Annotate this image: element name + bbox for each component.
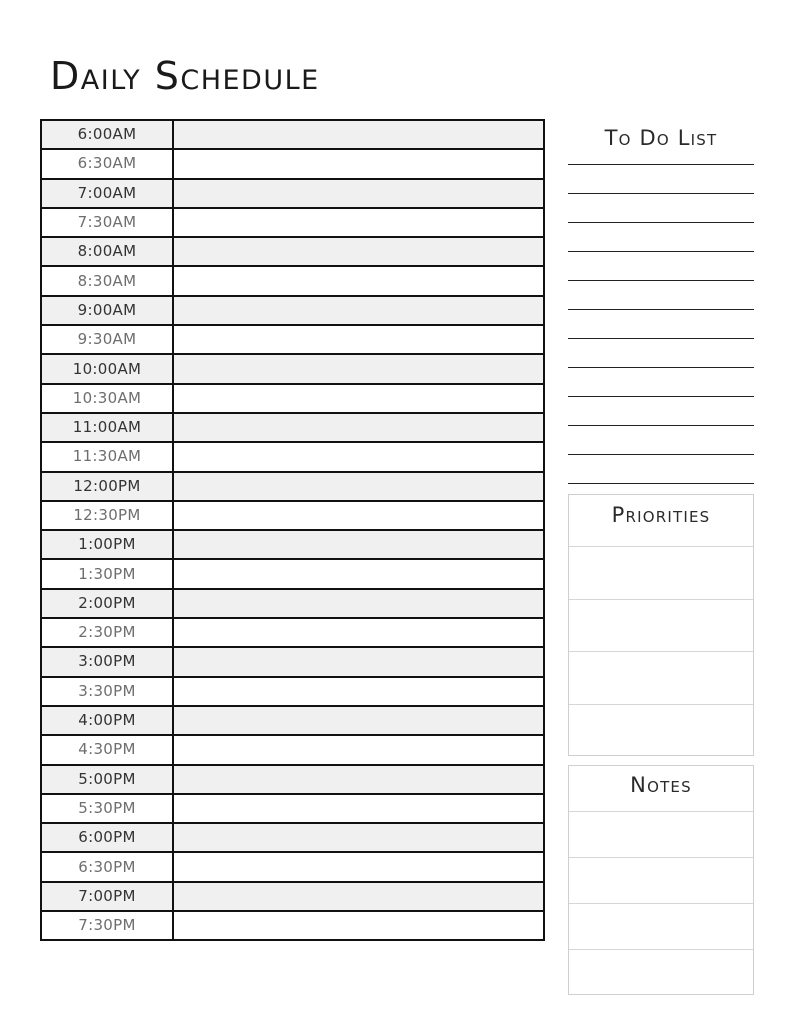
priority-row[interactable] — [569, 705, 753, 758]
schedule-entry-cell[interactable] — [173, 823, 544, 852]
schedule-entry-cell[interactable] — [173, 149, 544, 178]
time-slot-label: 9:30AM — [41, 325, 173, 354]
schedule-row — [41, 149, 544, 178]
schedule-entry-cell[interactable] — [173, 296, 544, 325]
time-slot-label: 7:00AM — [41, 179, 173, 208]
todo-line[interactable] — [568, 223, 754, 252]
schedule-entry-cell[interactable] — [173, 266, 544, 295]
schedule-row — [41, 442, 544, 471]
todo-line[interactable] — [568, 281, 754, 310]
time-slot-label: 7:30PM — [41, 911, 173, 940]
time-slot-label: 1:00PM — [41, 530, 173, 559]
time-slot-label: 6:30PM — [41, 852, 173, 881]
schedule-row — [41, 706, 544, 735]
schedule-row — [41, 530, 544, 559]
schedule-entry-cell[interactable] — [173, 735, 544, 764]
time-slot-label: 2:00PM — [41, 589, 173, 618]
notes-box — [568, 765, 754, 995]
priority-row[interactable] — [569, 547, 753, 600]
schedule-row — [41, 384, 544, 413]
time-slot-label: 2:30PM — [41, 618, 173, 647]
priority-row[interactable] — [569, 600, 753, 653]
schedule-entry-cell[interactable] — [173, 208, 544, 237]
schedule-row — [41, 237, 544, 266]
schedule-row — [41, 208, 544, 237]
todo-line[interactable] — [568, 194, 754, 223]
time-slot-label: 12:30PM — [41, 501, 173, 530]
time-slot-label: 6:00PM — [41, 823, 173, 852]
time-slot-label: 11:30AM — [41, 442, 173, 471]
schedule-entry-cell[interactable] — [173, 120, 544, 149]
notes-heading: Notes — [569, 766, 753, 812]
schedule-entry-cell[interactable] — [173, 501, 544, 530]
schedule-table — [40, 119, 545, 941]
schedule-entry-cell[interactable] — [173, 413, 544, 442]
schedule-row — [41, 589, 544, 618]
schedule-row — [41, 677, 544, 706]
schedule-row — [41, 852, 544, 881]
todo-line[interactable] — [568, 426, 754, 455]
schedule-row — [41, 296, 544, 325]
schedule-entry-cell[interactable] — [173, 472, 544, 501]
schedule-entry-cell[interactable] — [173, 237, 544, 266]
priority-rows — [569, 547, 753, 757]
time-slot-label: 3:30PM — [41, 677, 173, 706]
schedule-entry-cell[interactable] — [173, 325, 544, 354]
schedule-row — [41, 735, 544, 764]
priority-row[interactable] — [569, 652, 753, 705]
note-row[interactable] — [569, 904, 753, 950]
time-slot-label: 6:30AM — [41, 149, 173, 178]
schedule-row — [41, 647, 544, 676]
todo-line[interactable] — [568, 165, 754, 194]
time-slot-label: 10:30AM — [41, 384, 173, 413]
schedule-row — [41, 559, 544, 588]
schedule-row — [41, 882, 544, 911]
schedule-entry-cell[interactable] — [173, 706, 544, 735]
todo-line[interactable] — [568, 368, 754, 397]
schedule-row — [41, 765, 544, 794]
time-slot-label: 4:30PM — [41, 735, 173, 764]
schedule-entry-cell[interactable] — [173, 647, 544, 676]
todo-line[interactable] — [568, 156, 754, 165]
schedule-entry-cell[interactable] — [173, 677, 544, 706]
schedule-row — [41, 266, 544, 295]
note-rows — [569, 812, 753, 996]
schedule-body — [41, 120, 544, 940]
schedule-row — [41, 823, 544, 852]
time-slot-label: 7:30AM — [41, 208, 173, 237]
todo-line[interactable] — [568, 397, 754, 426]
time-slot-label: 10:00AM — [41, 354, 173, 383]
todo-list-heading: To Do List — [604, 126, 718, 150]
schedule-entry-cell[interactable] — [173, 882, 544, 911]
time-slot-label: 6:00AM — [41, 120, 173, 149]
time-slot-label: 12:00PM — [41, 472, 173, 501]
schedule-row — [41, 794, 544, 823]
schedule-entry-cell[interactable] — [173, 589, 544, 618]
todo-list — [568, 120, 754, 484]
schedule-entry-cell[interactable] — [173, 442, 544, 471]
time-slot-label: 5:00PM — [41, 765, 173, 794]
time-slot-label: 5:30PM — [41, 794, 173, 823]
schedule-row — [41, 325, 544, 354]
schedule-entry-cell[interactable] — [173, 765, 544, 794]
schedule-row — [41, 354, 544, 383]
time-slot-label: 7:00PM — [41, 882, 173, 911]
schedule-entry-cell[interactable] — [173, 559, 544, 588]
schedule-row — [41, 911, 544, 940]
time-slot-label: 8:30AM — [41, 266, 173, 295]
schedule-entry-cell[interactable] — [173, 618, 544, 647]
schedule-entry-cell[interactable] — [173, 794, 544, 823]
note-row[interactable] — [569, 858, 753, 904]
todo-line[interactable] — [568, 252, 754, 281]
schedule-entry-cell[interactable] — [173, 530, 544, 559]
schedule-row — [41, 413, 544, 442]
todo-line[interactable] — [568, 455, 754, 484]
time-slot-label: 4:00PM — [41, 706, 173, 735]
time-slot-label: 11:00AM — [41, 413, 173, 442]
time-slot-label: 8:00AM — [41, 237, 173, 266]
todo-lines — [568, 156, 754, 484]
note-row[interactable] — [569, 950, 753, 996]
schedule-row — [41, 501, 544, 530]
note-row[interactable] — [569, 812, 753, 858]
todo-line[interactable] — [568, 339, 754, 368]
schedule-row — [41, 472, 544, 501]
todo-line[interactable] — [568, 310, 754, 339]
priorities-heading: Priorities — [569, 495, 753, 547]
schedule-entry-cell[interactable] — [173, 911, 544, 940]
page-title: Daily Schedule — [50, 54, 320, 98]
schedule-row — [41, 179, 544, 208]
schedule-entry-cell[interactable] — [173, 852, 544, 881]
time-slot-label: 1:30PM — [41, 559, 173, 588]
time-slot-label: 9:00AM — [41, 296, 173, 325]
priorities-box — [568, 494, 754, 756]
schedule-entry-cell[interactable] — [173, 354, 544, 383]
schedule-entry-cell[interactable] — [173, 384, 544, 413]
schedule-entry-cell[interactable] — [173, 179, 544, 208]
schedule-row — [41, 618, 544, 647]
time-slot-label: 3:00PM — [41, 647, 173, 676]
schedule-row — [41, 120, 544, 149]
